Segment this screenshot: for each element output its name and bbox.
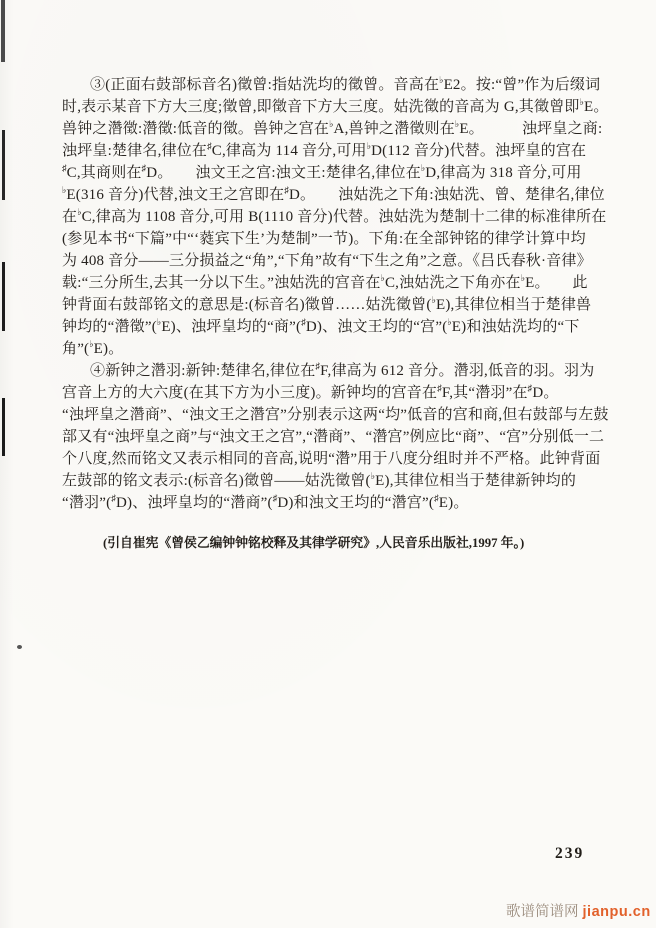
text-line: “濳羽”(♯D)、浊坪皇均的“濳商”(♯D)和浊文王均的“濳宫”(♯E)。 — [62, 494, 469, 511]
scan-artifact-speck — [17, 645, 22, 649]
scan-artifact-line — [2, 398, 5, 456]
text-line: 宫音上方的大六度(在其下方为小三度)。新钟均的宫音在♯F,其“濳羽”在♯D。 — [62, 384, 559, 401]
scan-artifact-line — [1, 0, 5, 62]
text-line: 载:“三分所生,去其一分以下生。”浊姑洗的宫音在♭C,浊姑洗之下角亦在♭E。 此 — [62, 274, 588, 291]
scan-artifact-line — [2, 262, 5, 331]
text-line: 为 408 音分——三分损益之“角”,“下角”故有“下生之角”之意。《吕氏春秋·音律》 — [62, 253, 592, 269]
text-line: (参见本书“下篇”中“‘蕤宾下生’为楚制”一节)。下角:在全部钟铭的律学计算中均 — [62, 231, 586, 247]
scan-artifact-line — [2, 130, 5, 200]
text-line: 兽钟之濳徵:濳徵:低音的徵。兽钟之宫在♭A,兽钟之濳徵则在♭E。 浊坪皇之商: — [62, 120, 603, 137]
text-line: 钟均的“濳徵”(♭E)、浊坪皇均的“商”(♯D)、浊文王均的“宫”(♭E)和浊姑洗均的“下 — [62, 318, 580, 335]
text-line: 钟背面右鼓部铭文的意思是:(标音名)徵曾……姑洗徵曾(♭E),其律位相当于楚律兽 — [62, 296, 592, 313]
watermark — [506, 900, 651, 921]
page-number: 239 — [555, 845, 585, 862]
text-line: 浊坪皇:楚律名,律位在♯C,律高为 114 音分,可用♭D(112 音分)代替。浊坪皇的宫在 — [62, 142, 587, 159]
watermark-domain: jianpu.cn — [582, 904, 651, 920]
text-line: 部又有“浊坪皇之商”与“浊文王之宫”,“濳商”、“濳宫”例应比“商”、“宫”分别低一二 — [62, 429, 605, 445]
text-line: 时,表示某音下方大三度;徵曾,即徵音下方大三度。姑洗徵的音高为 G,其徵曾即♭E。 — [62, 98, 609, 115]
text-line: ♭E(316 音分)代替,浊文王之宫即在♯D。 浊姑洗之下角:浊姑洗、曾、楚律名,律位 — [62, 186, 605, 203]
text-line: 个八度,然而铭文又表示相同的音高,说明“濳”用于八度分组时并不严格。此钟背面 — [62, 451, 601, 467]
watermark-site-name: 歌谱简谱网 — [506, 904, 579, 920]
body-text — [62, 74, 628, 514]
citation: (引自崔宪《曾侯乙编钟钟铭校释及其律学研究》,人民音乐出版社,1997 年。) — [103, 536, 525, 550]
text-line: ④新钟之濳羽:新钟:楚律名,律位在♯F,律高为 612 音分。濳羽,低音的羽。羽为 — [90, 362, 595, 379]
text-line: 在♭C,律高为 1108 音分,可用 B(1110 音分)代替。浊姑洗为楚制十二律的标准律所在 — [62, 208, 607, 225]
text-line: ③(正面右鼓部标音名)徵曾:指姑洗均的徵曾。音高在♭E2。按:“曾”作为后缀词 — [90, 76, 601, 93]
text-line: ♯C,其商则在♯D。 浊文王之宫:浊文王:楚律名,律位在♭D,律高为 318 音分,可用 — [62, 164, 582, 181]
text-line: 左鼓部的铭文表示:(标音名)徵曾——姑洗徵曾(♭E),其律位相当于楚律新钟均的 — [62, 472, 577, 489]
text-line: 角”(♭E)。 — [62, 340, 124, 357]
text-line: “浊坪皇之濳商”、“浊文王之濳宫”分别表示这两“均”低音的宫和商,但右鼓部与左鼓 — [62, 407, 609, 423]
